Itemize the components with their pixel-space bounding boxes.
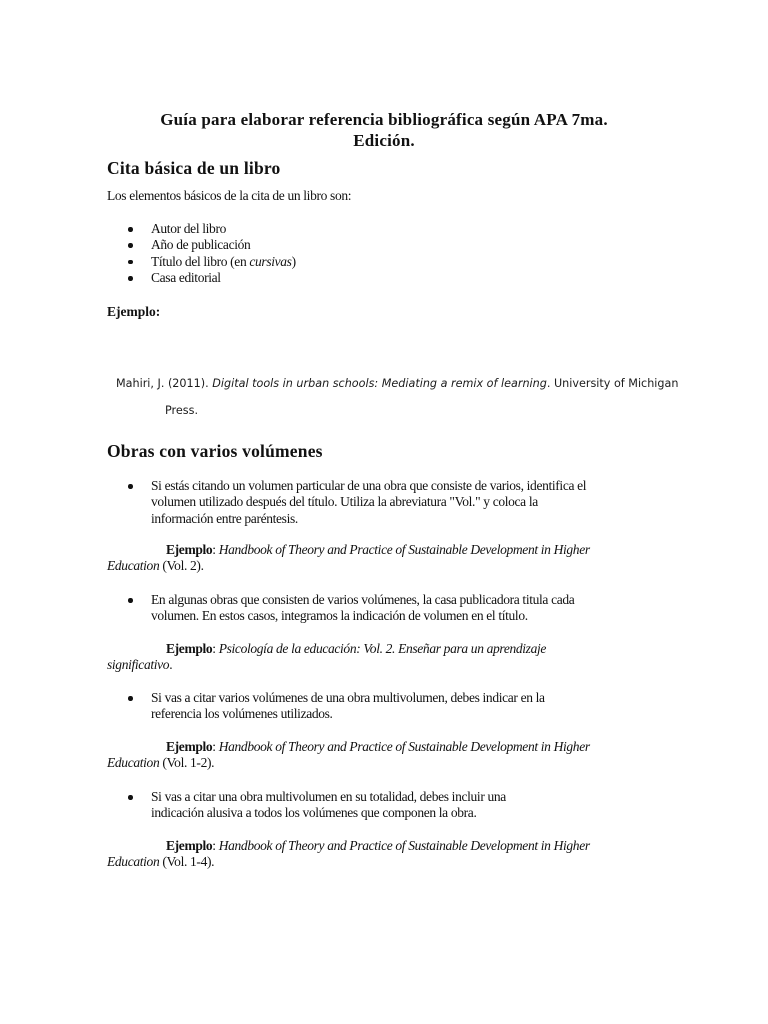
bullet-icon <box>128 227 133 232</box>
section-heading-volumes: Obras con varios volúmenes <box>107 441 323 461</box>
reference-example-image <box>116 370 736 424</box>
reference-line-2: Press. <box>165 404 198 417</box>
reference-line-1: Mahiri, J. (2011). Digital tools in urban schools: Mediating a remix of learning. University of Michigan <box>116 377 679 390</box>
bullet-icon <box>128 243 133 248</box>
bullet-paragraph: Si vas a citar varios volúmenes de una obra multivolumen, debes indicar en la referencia los volúmenes utilizados. <box>128 690 648 723</box>
list-item: Título del libro (en cursivas) <box>128 254 296 270</box>
section-heading-basic-book: Cita básica de un libro <box>107 158 281 178</box>
bullet-paragraph: En algunas obras que consisten de varios volúmenes, la casa publicadora titula cada volumen. En estos casos, integramos la indicación de volumen en el título. <box>128 592 648 625</box>
bullet-icon <box>128 795 133 800</box>
example-label: Ejemplo: <box>107 304 161 319</box>
bullet-icon <box>128 696 133 701</box>
bullet-icon <box>128 260 133 265</box>
example-paragraph: Ejemplo: Handbook of Theory and Practice of Sustainable Development in Higher Education (Vol. 1-2). <box>107 739 590 771</box>
bullet-paragraph: Si estás citando un volumen particular de una obra que consiste de varios, identifica el volumen utilizado después del título. Utiliza la abreviatura "Vol." y coloca la información entre paréntesis. <box>128 478 648 527</box>
bullet-icon <box>128 484 133 489</box>
list-item: Casa editorial <box>128 270 296 286</box>
page-title-line-2: Edición. <box>353 131 415 150</box>
list-item: Año de publicación <box>128 237 296 253</box>
bullet-paragraph: Si vas a citar una obra multivolumen en su totalidad, debes incluir una indicación alusiva a todos los volúmenes que componen la obra. <box>128 789 648 822</box>
page-title-line-1: Guía para elaborar referencia bibliográfica según APA 7ma. <box>160 110 608 129</box>
elements-list <box>128 221 296 287</box>
bullet-icon <box>128 276 133 281</box>
intro-paragraph: Los elementos básicos de la cita de un libro son: <box>107 188 352 203</box>
page-title <box>107 109 661 151</box>
example-paragraph: Ejemplo: Psicología de la educación: Vol. 2. Enseñar para un aprendizaje significativo. <box>107 641 547 673</box>
list-item: Autor del libro <box>128 221 296 237</box>
example-paragraph: Ejemplo: Handbook of Theory and Practice of Sustainable Development in Higher Education (Vol. 1-4). <box>107 838 590 870</box>
bullet-icon <box>128 598 133 603</box>
example-paragraph: Ejemplo: Handbook of Theory and Practice of Sustainable Development in Higher Education (Vol. 2). <box>107 542 590 574</box>
